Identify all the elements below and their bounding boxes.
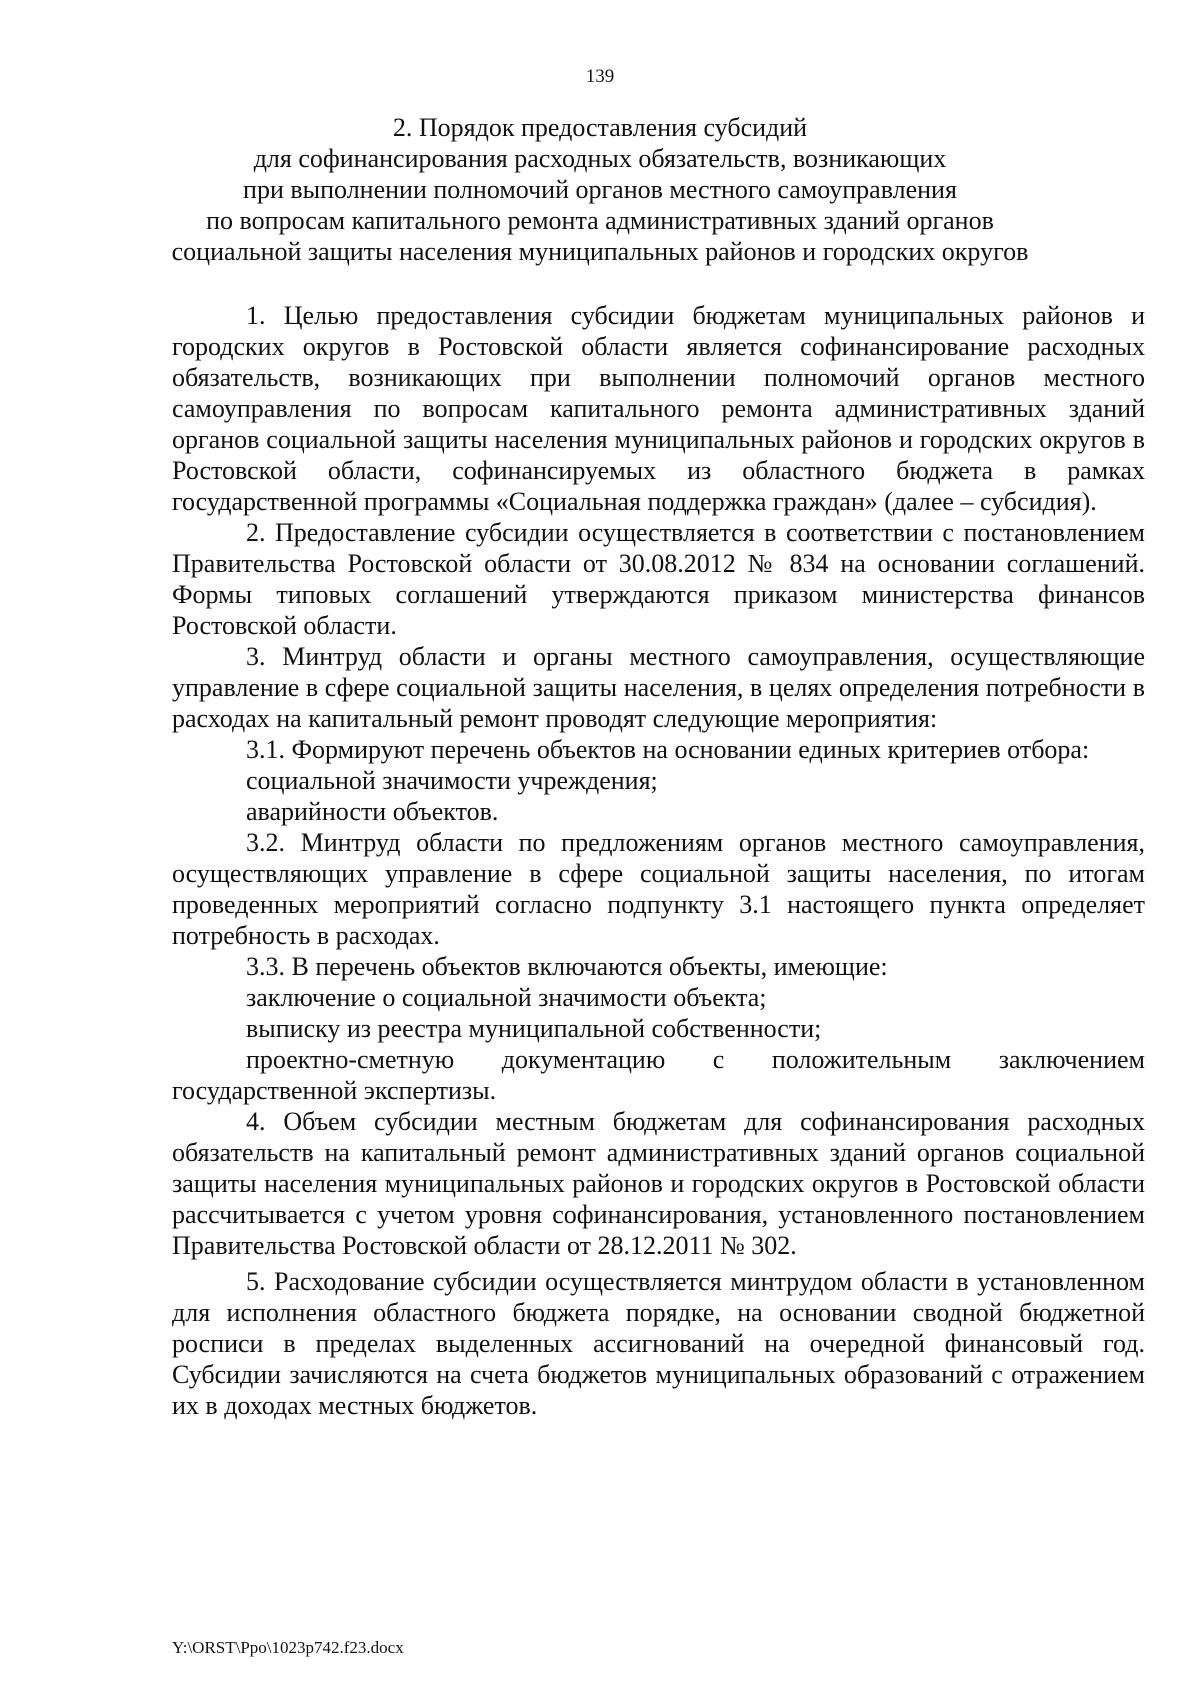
paragraph-3-3: 3.3. В перечень объектов включаются объекты, имеющие: <box>246 952 888 981</box>
paragraph-4: 4. Объем субсидии местным бюджетам для софинансирования расходных обязательств на капитальный ремонт административных зданий органов социальной защиты населения муниципальных районов и городских округов в Ростовской области рассчитывается с учетом уровня софинансирования, установленного постановлением Правительства Ростовской области от 28.12.2011 № 302. <box>172 1107 1145 1260</box>
footer-file-path: Y:\ORST\Ppo\1023p742.f23.docx <box>172 1638 404 1657</box>
list-item: социальной значимости учреждения; <box>246 766 658 795</box>
page-number: 139 <box>585 66 615 87</box>
paragraph-3-2: 3.2. Минтруд области по предложениям органов местного самоуправления, осуществляющих управление в сфере социальной защиты населения, по итогам проведенных мероприятий согласно подпункту 3.1 настоящего пункта определяет потребность в расходах. <box>172 828 1145 950</box>
list-item: выписку из реестра муниципальной собственности; <box>246 1014 822 1043</box>
list-item-long: проектно-сметную документацию с положительным заключением государственной экспертизы. <box>172 1045 1145 1105</box>
section-title <box>150 112 1050 267</box>
paragraph-2: 2. Предоставление субсидии осуществляется в соответствии с постановлением Правительства Ростовской области от 30.08.2012 № 834 на основании соглашений. Формы типовых соглашений утверждаются приказом министерства финансов Ростовской области. <box>172 518 1145 640</box>
document-body <box>172 300 1145 1421</box>
title-line: по вопросам капитального ремонта административных зданий органов <box>206 206 994 235</box>
list-item: аварийности объектов. <box>246 797 499 826</box>
title-line: для софинансирования расходных обязательств, возникающих <box>253 144 947 173</box>
title-line: 2. Порядок предоставления субсидий <box>392 113 808 142</box>
paragraph-3-1: 3.1. Формируют перечень объектов на основании единых критериев отбора: <box>246 735 1090 764</box>
paragraph-5: 5. Расходование субсидии осуществляется минтрудом области в установленном для исполнения областного бюджета порядке, на основании сводной бюджетной росписи в пределах выделенных ассигнований на очередной финансовый год. Субсидии зачисляются на счета бюджетов муниципальных образований с отражением их в доходах местных бюджетов. <box>172 1267 1145 1420</box>
paragraph-3: 3. Минтруд области и органы местного самоуправления, осуществляющие управление в сфере социальной защиты населения, в целях определения потребности в расходах на капитальный ремонт проводят следующие мероприятия: <box>172 642 1145 733</box>
title-line: социальной защиты населения муниципальных районов и городских округов <box>171 237 1029 266</box>
title-line: при выполнении полномочий органов местного самоуправления <box>243 175 957 204</box>
list-item: заключение о социальной значимости объекта; <box>246 983 767 1012</box>
paragraph-1: 1. Целью предоставления субсидии бюджетам муниципальных районов и городских округов в Ростовской области является софинансирование расходных обязательств, возникающих при выполнении полномочий органов местного самоуправления по вопросам капитального ремонта административных зданий органов социальной защиты населения муниципальных районов и городских округов в Ростовской области, софинансируемых из областного бюджета в рамках государственной программы «Социальная поддержка граждан» (далее – субсидия). <box>172 301 1145 516</box>
